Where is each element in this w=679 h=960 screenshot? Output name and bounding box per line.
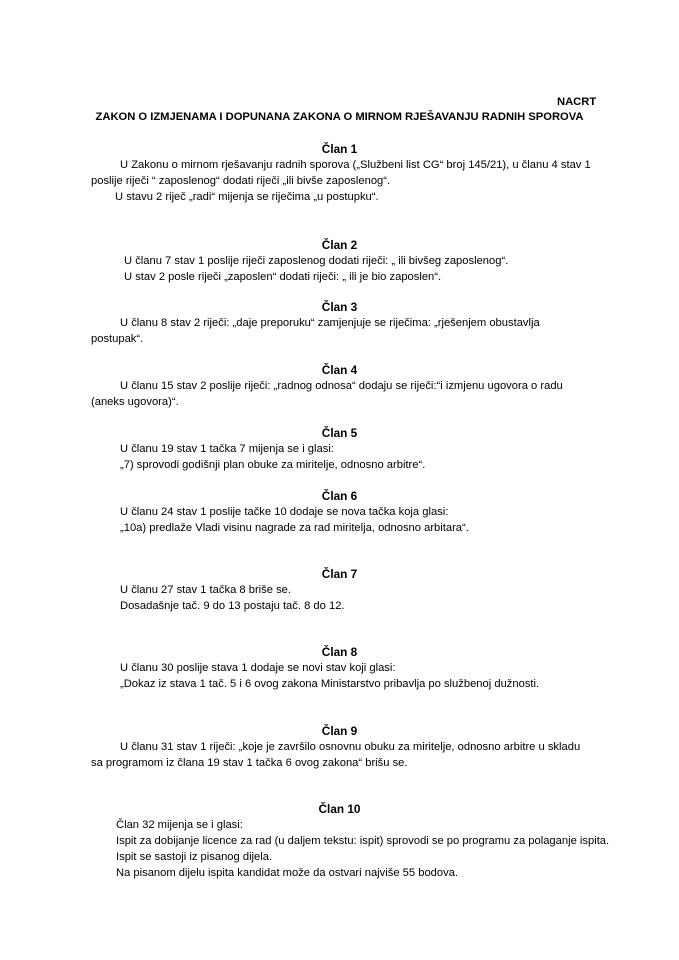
article-text-line: „10a) predlaže Vladi visinu nagrade za rad miritelja, odnosno arbitara“. bbox=[120, 522, 469, 534]
article-text-line: Ispit se sastoji iz pisanog dijela. bbox=[116, 851, 273, 863]
article-heading: Član 7 bbox=[321, 567, 358, 581]
article-text-line: U članu 27 stav 1 tačka 8 briše se. bbox=[120, 584, 292, 596]
article-text-line: sa programom iz člana 19 stav 1 tačka 6 ovog zakona“ brišu se. bbox=[91, 757, 408, 769]
article-text-line: U Zakonu o mirnom rješavanju radnih sporova („Službeni list CG“ broj 145/21), u članu 4 stav 1 bbox=[120, 159, 591, 171]
article-text-line: U stav 2 posle riječi „zaposlen“ dodati riječi: „ ili je bio zaposlen“. bbox=[124, 271, 442, 283]
article-heading: Član 2 bbox=[321, 238, 358, 252]
article-heading: Član 5 bbox=[321, 426, 358, 440]
article-text-line: Član 32 mijenja se i glasi: bbox=[116, 819, 243, 831]
article-heading: Član 1 bbox=[321, 142, 358, 156]
article-heading: Član 8 bbox=[321, 645, 358, 659]
article-text-line: postupak“. bbox=[91, 333, 144, 345]
article-heading: Član 9 bbox=[321, 724, 358, 738]
article-text-line: U članu 31 stav 1 riječi: „koje je završilo osnovnu obuku za miritelje, odnosno arbitre u skladu bbox=[120, 741, 581, 753]
article-text-line: Dosadašnje tač. 9 do 13 postaju tač. 8 do 12. bbox=[120, 600, 345, 612]
article-text-line: „Dokaz iz stava 1 tač. 5 i 6 ovog zakona Ministarstvo pribavlja po službenoj dužnosti. bbox=[120, 678, 540, 690]
article-text-line: U članu 19 stav 1 tačka 7 mijenja se i glasi: bbox=[120, 443, 334, 455]
article-text-line: poslije riječi “ zaposlenog“ dodati riječi „ili bivše zaposlenog“. bbox=[91, 175, 391, 187]
article-text-line: (aneks ugovora)“. bbox=[91, 396, 179, 408]
article-text-line: U članu 7 stav 1 poslije riječi zaposlenog dodati riječi: „ ili bivšeg zaposlenog“. bbox=[124, 255, 509, 267]
article-text-line: U članu 30 poslije stava 1 dodaje se novi stav koji glasi: bbox=[120, 662, 396, 674]
article-text-line: Ispit za dobijanje licence za rad (u daljem tekstu: ispit) sprovodi se po programu za polaganje ispita. bbox=[116, 835, 610, 847]
document-title: ZAKON O IZMJENAMA I DOPUNANA ZAKONA O MIRNOM RJEŠAVANJU RADNIH SPOROVA bbox=[95, 111, 584, 123]
article-heading: Član 6 bbox=[321, 489, 358, 503]
article-heading: Član 4 bbox=[321, 363, 358, 377]
draft-label: NACRT bbox=[557, 96, 597, 108]
article-text-line: U članu 8 stav 2 riječi: „daje preporuku“ zamjenjuje se riječima: „rješenjem obustavlja bbox=[120, 317, 540, 329]
article-text-line: „7) sprovodi godišnji plan obuke za miritelje, odnosno arbitre“. bbox=[120, 459, 426, 471]
article-heading: Član 10 bbox=[318, 802, 361, 816]
article-text-line: Na pisanom dijelu ispita kandidat može da ostvari najviše 55 bodova. bbox=[116, 867, 459, 879]
article-text-line: U stavu 2 riječ „radi“ mijenja se riječima „u postupku“. bbox=[115, 191, 379, 203]
article-text-line: U članu 24 stav 1 poslije tačke 10 dodaje se nova tačka koja glasi: bbox=[120, 506, 449, 518]
article-heading: Član 3 bbox=[321, 300, 358, 314]
article-text-line: U članu 15 stav 2 poslije riječi: „radnog odnosa“ dodaju se riječi:“i izmjenu ugovora o radu bbox=[120, 380, 563, 392]
